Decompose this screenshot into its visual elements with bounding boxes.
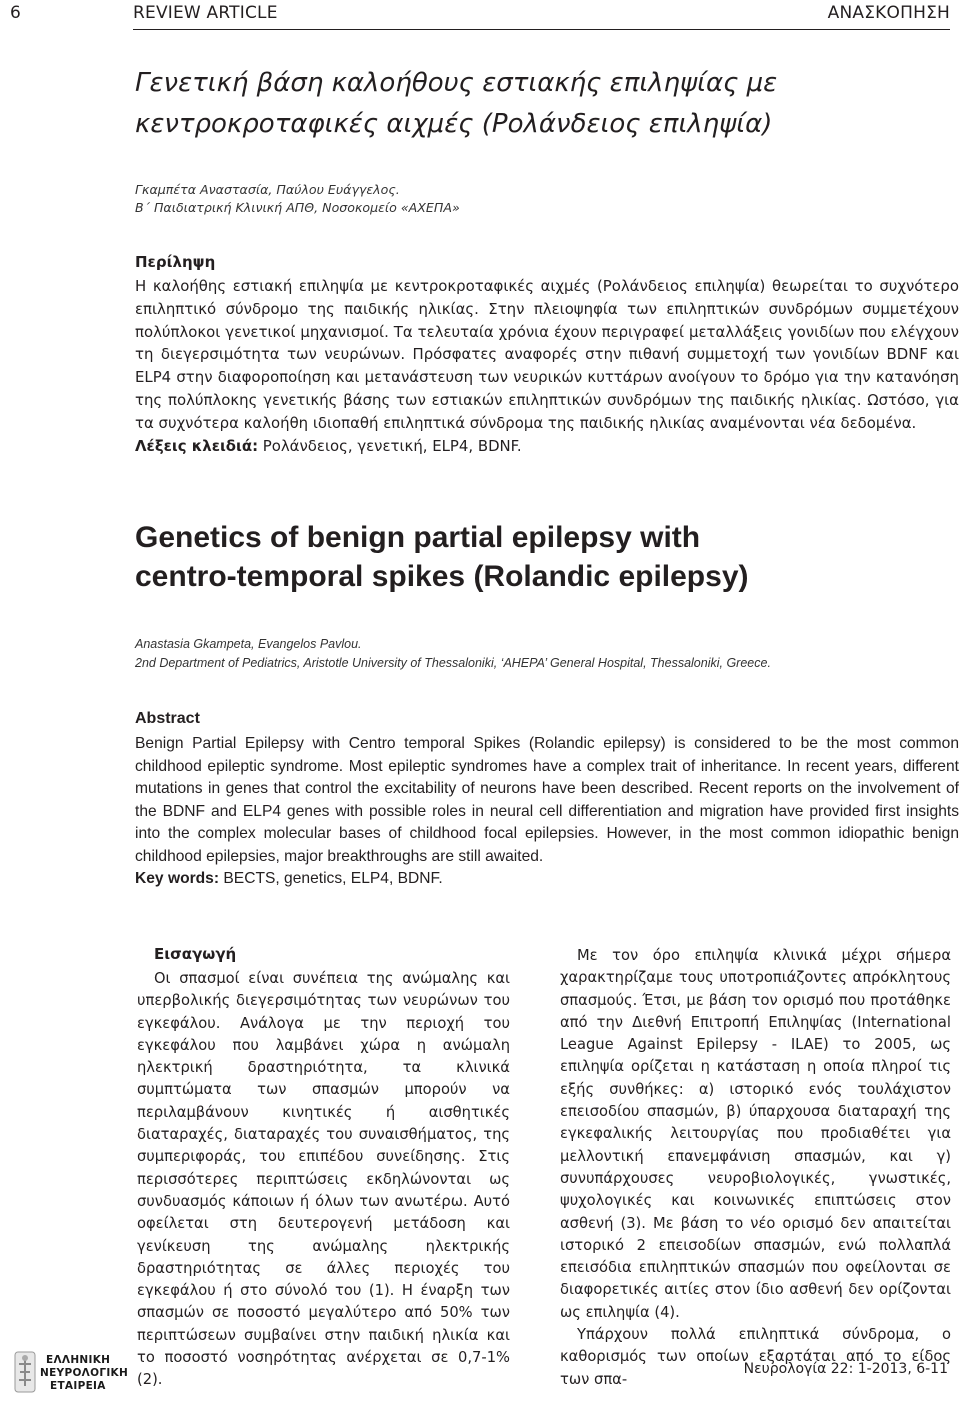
definition-paragraph: Με τον όρο επιληψία κλινικά μέχρι σήμερα χαρακτηρίζαμε τους υποτροπιάζοντες απρόκλητους σπασμούς. Έτσι, με βάση τον ορισμό που προτάθηκε από την Διεθνή Επιτροπή Επιληψίας (International League Against Epilepsy - ILAE) το 2005, ως επιληψία ορίζεται η κατάσταση η οποία πληροί τις εξής συνθήκες: α) ιστορικό ενός τουλάχιστον επεισοδίου σπασμών, β) ύπαρχουσα διαταραχή της εγκεφαλικής λειτουργίας που προδιαθέτει για μελλοντική επανεμφάνιση σπασμών, και γ) συνυπάρχουσες νευροβιολογικές, γνωστικές, ψυχολογικές και κοινωνικές επιπτώσεις στον ασθενή (3). Με βάση το νέο ορισμό δεν απαιτείται ιστορικό 2 επεισοδίων σπασμών, ενώ πολλαπλά επεισόδια επιληπτικών σπασμών που οφείλονται σε διαφορετικές αιτίες στον ίδιο ασθενή δεν ορίζονται ως επιληψία (4). xyxy=(560,947,951,1321)
logo-line-2: ΝΕΥΡΟΛΟΓΙΚΗ xyxy=(40,1367,129,1379)
society-emblem-icon xyxy=(12,1350,38,1394)
article-type-gr: ΑΝΑΣΚΟΠΗΣΗ xyxy=(827,3,950,23)
logo-line-3: ΕΤΑΙΡΕΙΑ xyxy=(50,1380,106,1392)
intro-heading: Εισαγωγή xyxy=(154,945,237,963)
header-rule xyxy=(133,29,950,30)
body-column-left xyxy=(137,968,510,1392)
english-title: Genetics of benign partial epilepsy with centro-temporal spikes (Rolandic epilepsy) xyxy=(135,521,749,593)
greek-affiliation: Β΄ Παιδιατρική Κλινική ΑΠΘ, Νοσοκομείο «ΑΧΕΠΑ» xyxy=(135,200,460,215)
greek-abstract-text: Η καλοήθης εστιακή επιληψία με κεντροκροταφικές αιχμές (Ρολάνδειος επιληψία) θεωρείται το συχνότερο επιληπτικό σύνδρομο της παιδικής ηλικίας. Στην πλειοψηφία των επιληπτικών συνδρόμων συμμετέχουν πολύπλοκοι γενετικοί μηχανισμοί. Τα τελευταία χρόνια έχουν περιγραφεί μεταλλάξεις γονιδίων που ελέγχουν τη διεγερσιμότητα των νευρώνων. Πρόσφατες αναφορές στην πιθανή συμμετοχή των γονιδίων BDNF και ELP4 στην διαφοροποίηση και μετανάστευση των νευρικών κυττάρων ανοίγουν το δρόμο για την κατανόηση της πολύπλοκης γενετικής βάσης των εστιακών επιληπτικών συνδρόμων της παιδικής ηλικίας. Ωστόσο, για τα συχνότερα καλοήθη ιδιοπαθή επιληπτικά σύνδρομα της παιδικής ηλικίας αναμένονται νέα δεδομένα. xyxy=(135,277,959,432)
greek-title: Γενετική βάση καλοήθους εστιακής επιληψίας με κεντροκροταφικές αιχμές (Ρολάνδειος επιληψία) xyxy=(135,68,778,139)
intro-paragraph: Οι σπασμοί είναι συνέπεια της ανώμαλης και υπερβολικής διεγερσιμότητας των νευρώνων του εγκεφάλου. Ανάλογα με την περιοχή του εγκεφάλου που λαμβάνει χώρα η ανώμαλη ηλεκτρική δραστηριότητα, τα κλινικά συμπτώματα των σπασμών μπορούν να περιλαμβάνουν κινητικές ή αισθητικές διαταραχές, διαταραχές του συναισθήματος, της συμπεριφοράς, του επιπέδου συνείδησης. Στις περισσότερες περιπτώσεις εκδηλώνονται ως συνδυασμός κάποιων ή όλων των ανωτέρω. Αυτό οφείλεται στη δευτερογενή μετάδοση και γενίκευση της ανώμαλης ηλεκτρικής δραστηριότητας σε άλλες περιοχές του εγκεφάλου ή στο σύνολό του (1). Η έναρξη των σπασμών σε ποσοστό μεγαλύτερο από 50% των περιπτώσεων συμβαίνει στην παιδική ηλικία και το ποσοστό νοσηρότητας ανέρχεται σε 0,7-1% (2). xyxy=(137,970,510,1389)
syndromes-paragraph: Υπάρχουν πολλά επιληπτικά σύνδρομα, ο καθορισμός των οποίων εξαρτάται από το είδος των σπα- xyxy=(560,1326,951,1388)
greek-keywords-value: Ρολάνδειος, γενετική, ELP4, BDNF. xyxy=(262,436,522,455)
page-header xyxy=(0,0,960,30)
greek-keywords xyxy=(135,435,959,458)
greek-abstract xyxy=(135,275,959,457)
journal-citation: Νευρολογία 22: 1-2013, 6-11 xyxy=(743,1361,948,1377)
logo-line-1: ΕΛΛΗΝΙΚΗ xyxy=(46,1354,111,1366)
english-authors: Anastasia Gkampeta, Evangelos Pavlou. xyxy=(135,637,362,651)
english-keywords xyxy=(135,868,959,891)
greek-abstract-heading: Περίληψη xyxy=(135,253,216,271)
english-keywords-value: BECTS, genetics, ELP4, BDNF. xyxy=(223,870,443,887)
english-keywords-label: Key words: xyxy=(135,870,220,887)
english-affiliation: 2nd Department of Pediatrics, Aristotle University of Thessaloniki, ‘AHEPA’ General Hospital, Thessaloniki, Greece. xyxy=(135,656,771,670)
body-column-right xyxy=(560,945,951,1391)
greek-authors-block xyxy=(135,181,460,217)
greek-keywords-label: Λέξεις κλειδιά: xyxy=(135,436,259,455)
greek-authors: Γκαμπέτα Αναστασία, Παύλου Ευάγγελος. xyxy=(135,182,400,197)
society-logo xyxy=(12,1348,129,1398)
english-abstract xyxy=(135,733,959,891)
article-type-en: REVIEW ARTICLE xyxy=(133,3,278,23)
page-number: 6 xyxy=(10,3,21,23)
english-authors-block xyxy=(135,635,771,673)
english-abstract-heading: Abstract xyxy=(135,710,200,727)
english-abstract-text: Benign Partial Epilepsy with Centro temporal Spikes (Rolandic epilepsy) is considered to be the most common childhood epileptic syndrome. Most epileptic syndromes have a complex trait of inheritance. In recent years, different mutations in genes that control the excitability of neurons have been described. Recent reports on the involvement of the BDNF and ELP4 genes with possible roles in neural cell differentiation and migration have provided first insights into the complex molecular bases of childhood focal epilepsies. However, in the most common idiopathic benign childhood epilepsies, major breakthroughs are still awaited. xyxy=(135,735,959,865)
